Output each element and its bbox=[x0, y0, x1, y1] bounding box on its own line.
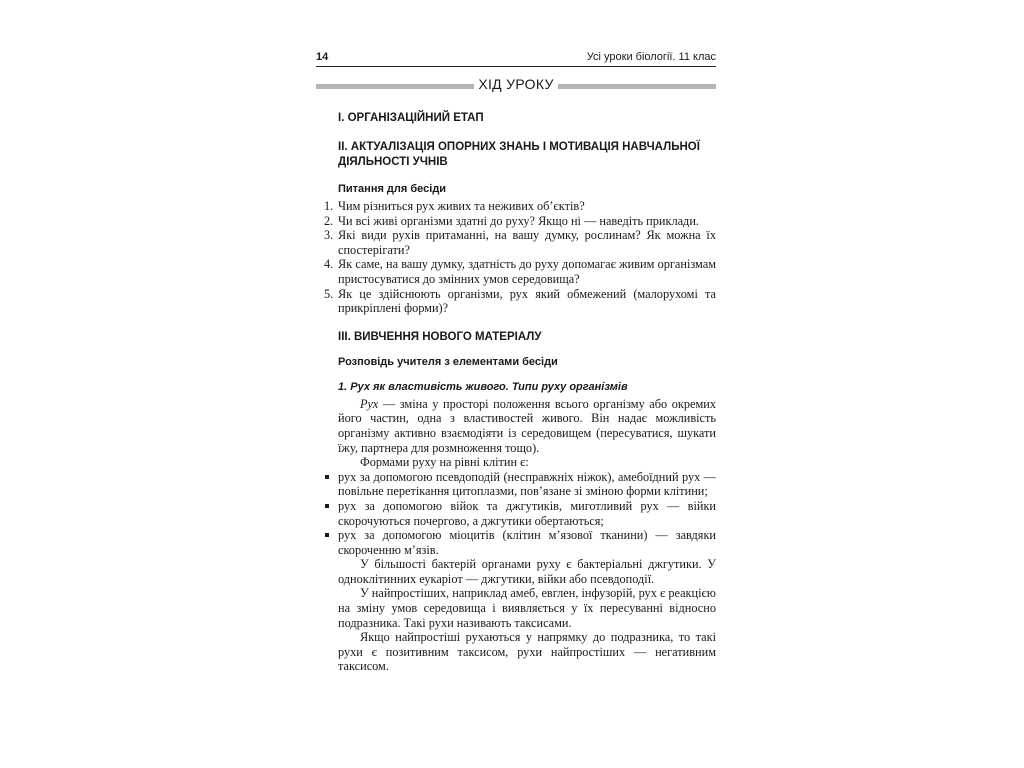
paragraph-definition bbox=[338, 397, 716, 455]
list-item bbox=[338, 499, 716, 528]
paragraph-protozoa: У найпростіших, наприклад амеб, евглен, інфузорій, рух є реакцією на зміну умов середовища і виявляється у їх пересуванні відносно подразника. Такі рухи називають таксисами. bbox=[338, 586, 716, 630]
questions-list bbox=[324, 199, 716, 316]
question-number: 5. bbox=[324, 286, 334, 301]
running-title: Усі уроки біології. 11 клас bbox=[586, 51, 716, 63]
page-header bbox=[316, 46, 716, 67]
question-item bbox=[324, 213, 716, 229]
question-item bbox=[324, 286, 716, 316]
section-2-heading bbox=[338, 140, 716, 170]
paragraph-taxis: Якщо найпростіші рухаються у напрямку до подразника, то такі рухи є позитивним таксисом, рухи найпростіших — негативним таксисом. bbox=[338, 630, 716, 674]
lesson-heading-bar bbox=[316, 75, 716, 95]
bullet-text: рух за допомогою війок та джгутиків, миготливий рух — війки скорочуються почергово, а джгутики обертаються; bbox=[338, 498, 716, 528]
question-item bbox=[324, 257, 716, 286]
question-number: 3. bbox=[324, 228, 334, 243]
heading-rule-right bbox=[558, 84, 716, 89]
question-text: Як саме, на вашу думку, здатність до руху допомагає живим організмам пристосуватися до змінних умов середовища? bbox=[338, 257, 716, 286]
bullet-marker bbox=[325, 533, 329, 537]
section-2-line-2: ДІЯЛЬНОСТІ УЧНІВ bbox=[338, 156, 448, 168]
question-text: Чи всі живі організми здатні до руху? Якщо ні — наведіть приклади. bbox=[338, 213, 699, 228]
questions-title: Питання для бесіди bbox=[338, 183, 447, 195]
definition-text: — зміна у просторі положення всього організму або окремих його частин, одна з властивостей живого. Він надає можливість організму активно взаємодіяти із середовищем (пересуватися, шукати їжу, партнера для розмноження тощо). bbox=[338, 396, 716, 455]
bullet-text: рух за допомогою міоцитів (клітин м’язової тканини) — завдяки скороченню м’язів. bbox=[338, 528, 716, 557]
bullet-marker bbox=[325, 475, 329, 479]
bullet-text: рух за допомогою псевдоподій (несправжніх ніжок), амебоїдний рух — повільне перетікання цитоплазми, пов’язане зі зміною форми клітини; bbox=[338, 469, 716, 499]
question-number: 2. bbox=[324, 213, 334, 228]
page-content bbox=[324, 111, 716, 674]
question-text: Чим різниться рух живих та неживих об’єктів? bbox=[338, 199, 585, 213]
story-title: Розповідь учителя з елементами бесіди bbox=[338, 355, 558, 368]
heading-rule-left bbox=[316, 84, 474, 89]
page-number: 14 bbox=[316, 51, 329, 63]
book-page bbox=[316, 46, 716, 674]
section-3-heading: III. ВИВЧЕННЯ НОВОГО МАТЕРІАЛУ bbox=[338, 330, 542, 343]
question-number: 4. bbox=[324, 257, 334, 272]
list-item bbox=[338, 470, 716, 499]
list-item bbox=[338, 528, 716, 557]
paragraph-forms: Формами руху на рівні клітин є: bbox=[360, 455, 529, 470]
question-item bbox=[324, 199, 716, 214]
question-number: 1. bbox=[324, 199, 334, 213]
bullet-marker bbox=[325, 504, 329, 508]
section-1-heading: I. ОРГАНІЗАЦІЙНИЙ ЕТАП bbox=[338, 112, 484, 124]
question-item bbox=[324, 228, 716, 257]
subsection-title: 1. Рух як властивість живого. Типи руху організмів bbox=[338, 380, 628, 393]
question-text: Як це здійснюють організми, рух який обмежений (малорухомі та прикріплені форми)? bbox=[338, 286, 716, 316]
paragraph-bacteria: У більшості бактерій органами руху є бактеріальні джгутики. У одноклітинних еукаріот — джгутики, війки або псевдоподії. bbox=[338, 557, 716, 586]
question-text: Які види рухів притаманні, на вашу думку, рослинам? Як можна їх спостерігати? bbox=[338, 228, 716, 257]
lesson-heading: ХІД УРОКУ bbox=[478, 76, 554, 92]
term-rukh: Рух bbox=[360, 396, 379, 411]
cell-movement-list bbox=[338, 470, 716, 558]
body-text bbox=[338, 397, 716, 674]
section-2-line-1: II. АКТУАЛІЗАЦІЯ ОПОРНИХ ЗНАНЬ І МОТИВАЦІЯ НАВЧАЛЬНОЇ bbox=[338, 141, 700, 153]
